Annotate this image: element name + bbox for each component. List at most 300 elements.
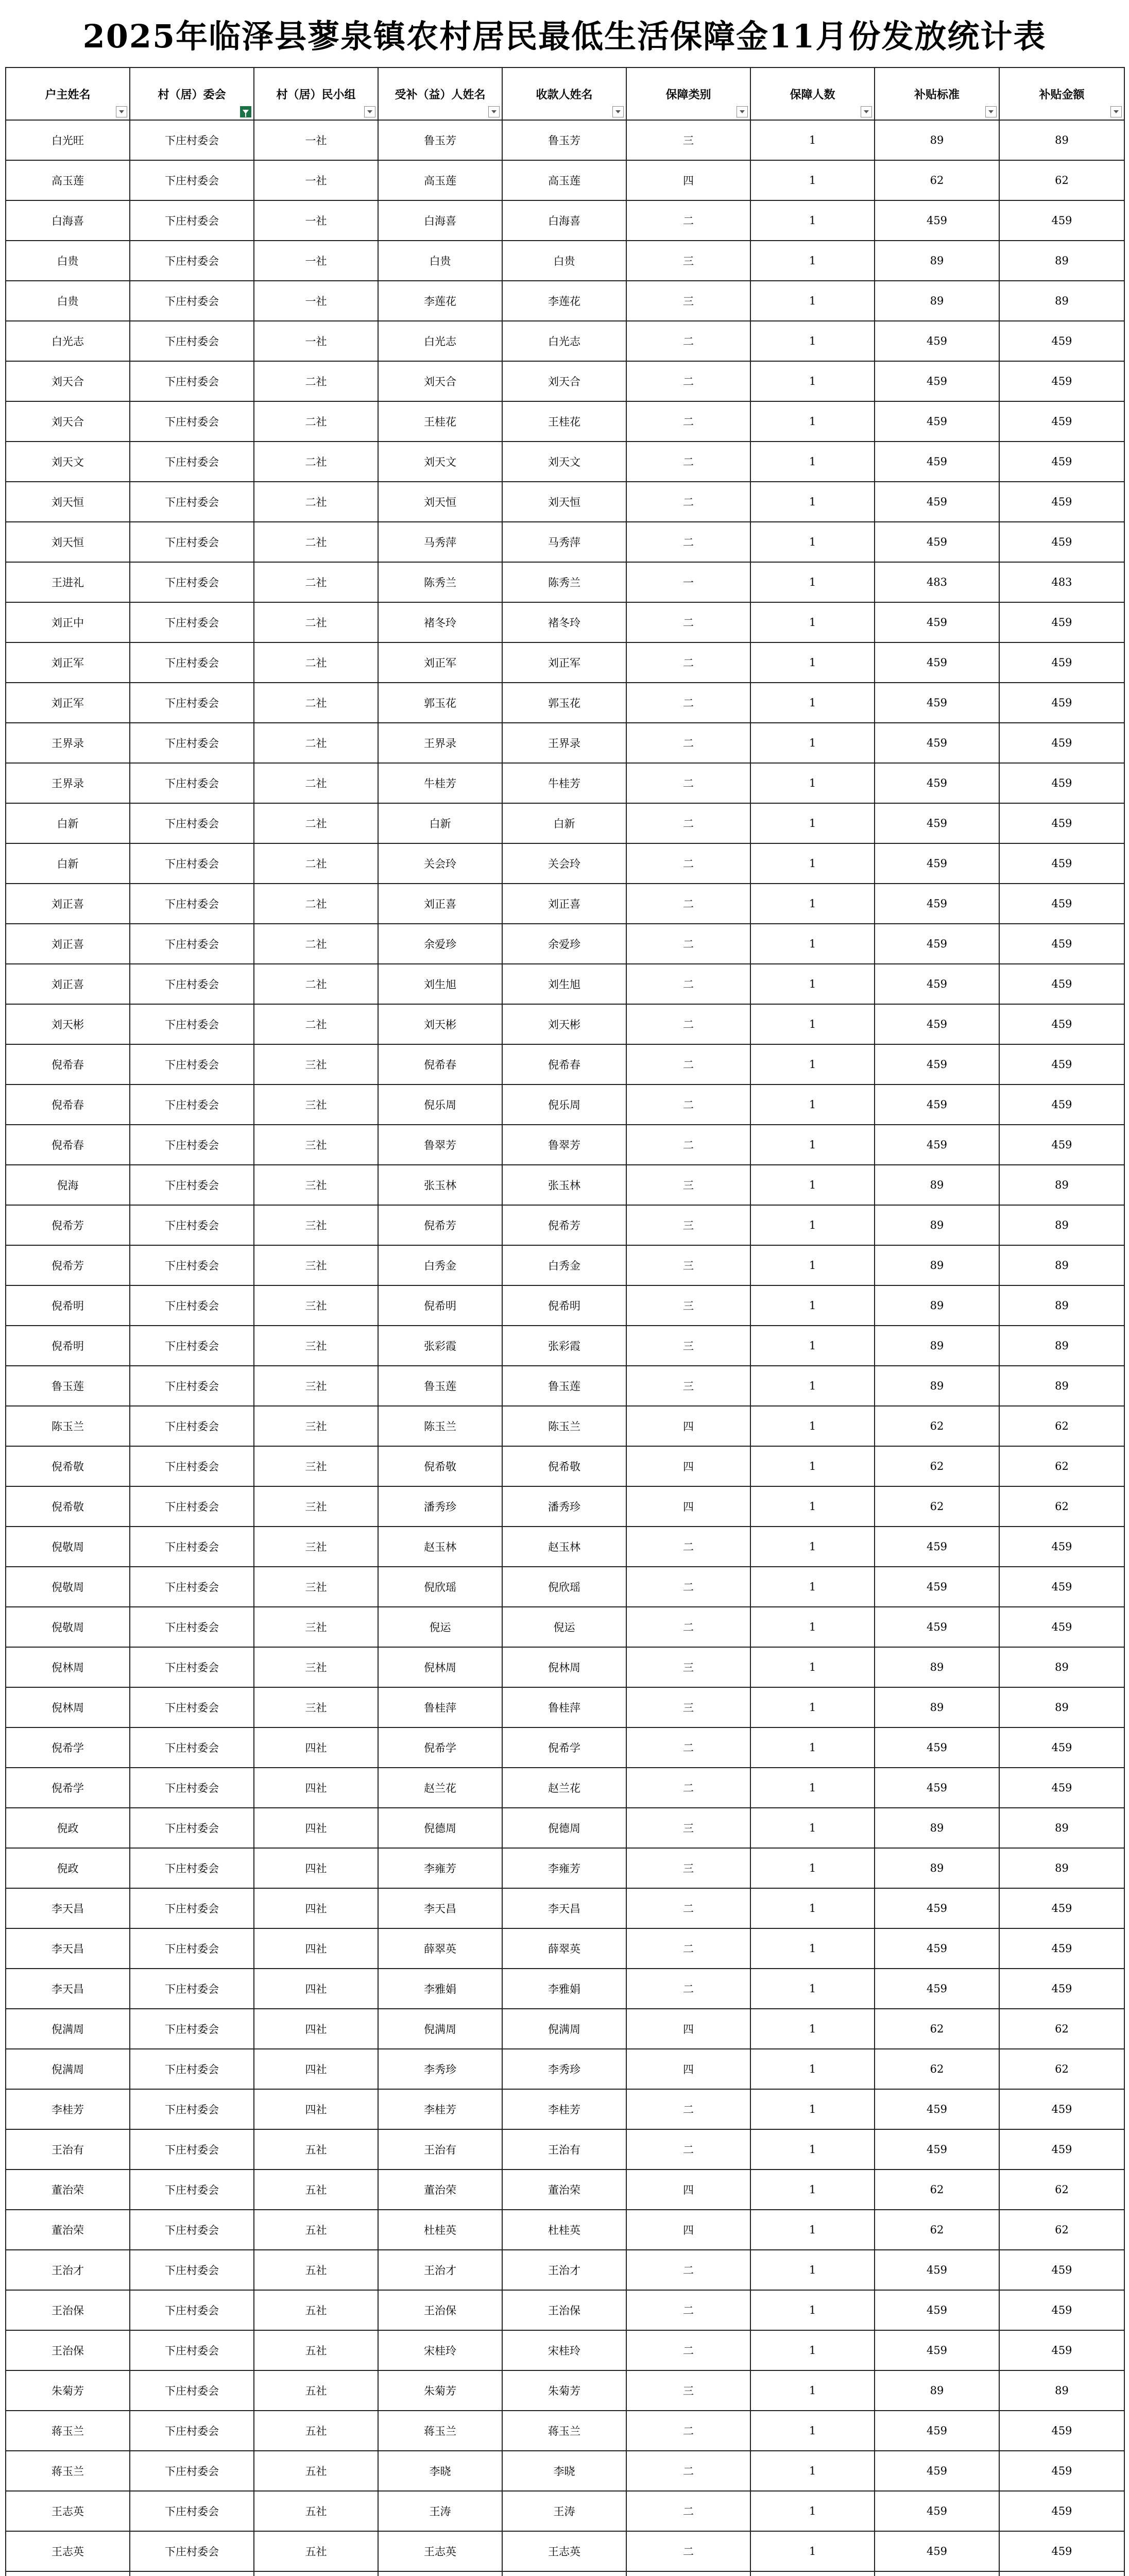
cell-group[interactable]: 二社 [254, 562, 378, 602]
cell-beneficiary[interactable]: 李雅娟 [378, 1969, 502, 2009]
cell-standard[interactable]: 459 [875, 482, 999, 522]
cell-amount[interactable]: 89 [999, 1848, 1124, 1888]
cell-head-of-household[interactable]: 刘正喜 [6, 884, 130, 924]
cell-count[interactable]: 1 [750, 160, 875, 200]
cell-standard[interactable]: 459 [875, 1527, 999, 1567]
cell-count[interactable]: 1 [750, 2411, 875, 2451]
cell-count[interactable]: 1 [750, 1808, 875, 1848]
cell-count[interactable]: 1 [750, 2009, 875, 2049]
cell-standard[interactable]: 459 [875, 2451, 999, 2491]
cell-amount[interactable]: 89 [999, 281, 1124, 321]
cell-category[interactable]: 三 [626, 1165, 750, 1205]
cell-category[interactable]: 四 [626, 1406, 750, 1446]
cell-count[interactable]: 1 [750, 1125, 875, 1165]
cell-amount[interactable]: 459 [999, 843, 1124, 884]
cell-count[interactable]: 1 [750, 2531, 875, 2571]
cell-amount[interactable]: 459 [999, 482, 1124, 522]
cell-payee[interactable]: 杜桂英 [502, 2210, 626, 2250]
cell-category[interactable] [626, 2571, 750, 2576]
cell-head-of-household[interactable]: 王治保 [6, 2330, 130, 2370]
cell-payee[interactable]: 王治有 [502, 2129, 626, 2170]
cell-payee[interactable]: 白贵 [502, 241, 626, 281]
cell-village-committee[interactable]: 下庄村委会 [130, 1888, 254, 1928]
cell-village-committee[interactable]: 下庄村委会 [130, 2210, 254, 2250]
cell-group[interactable]: 五社 [254, 2170, 378, 2210]
cell-group[interactable]: 三社 [254, 1125, 378, 1165]
cell-payee[interactable]: 倪希春 [502, 1044, 626, 1084]
cell-group[interactable]: 二社 [254, 723, 378, 763]
cell-village-committee[interactable]: 下庄村委会 [130, 482, 254, 522]
cell-head-of-household[interactable]: 李天昌 [6, 1928, 130, 1969]
cell-head-of-household[interactable]: 倪希春 [6, 1084, 130, 1125]
cell-count[interactable]: 1 [750, 1888, 875, 1928]
cell-standard[interactable]: 62 [875, 160, 999, 200]
cell-amount[interactable]: 459 [999, 1969, 1124, 2009]
cell-group[interactable]: 五社 [254, 2451, 378, 2491]
cell-amount[interactable]: 459 [999, 964, 1124, 1004]
cell-payee[interactable]: 李天昌 [502, 1888, 626, 1928]
cell-group[interactable]: 一社 [254, 120, 378, 160]
cell-amount[interactable]: 459 [999, 2250, 1124, 2290]
cell-village-committee[interactable]: 下庄村委会 [130, 160, 254, 200]
cell-group[interactable]: 三社 [254, 1326, 378, 1366]
cell-standard[interactable]: 459 [875, 1004, 999, 1044]
cell-beneficiary[interactable]: 薛翠英 [378, 1928, 502, 1969]
cell-payee[interactable]: 赵兰花 [502, 1768, 626, 1808]
cell-group[interactable]: 二社 [254, 361, 378, 401]
cell-category[interactable]: 二 [626, 1125, 750, 1165]
cell-count[interactable]: 1 [750, 723, 875, 763]
cell-payee[interactable]: 郭玉花 [502, 683, 626, 723]
cell-group[interactable]: 一社 [254, 281, 378, 321]
cell-village-committee[interactable]: 下庄村委会 [130, 843, 254, 884]
cell-count[interactable]: 1 [750, 2089, 875, 2129]
cell-village-committee[interactable]: 下庄村委会 [130, 1607, 254, 1647]
cell-beneficiary[interactable]: 王治有 [378, 2129, 502, 2170]
filter-dropdown-button[interactable] [116, 106, 127, 117]
cell-count[interactable]: 1 [750, 1245, 875, 1285]
cell-payee[interactable]: 鲁翠芳 [502, 1125, 626, 1165]
cell-village-committee[interactable]: 下庄村委会 [130, 361, 254, 401]
cell-category[interactable]: 三 [626, 1687, 750, 1727]
cell-beneficiary[interactable]: 倪希春 [378, 1044, 502, 1084]
cell-group[interactable]: 三社 [254, 1205, 378, 1245]
cell-amount[interactable]: 459 [999, 2451, 1124, 2491]
cell-category[interactable]: 二 [626, 1607, 750, 1647]
cell-beneficiary[interactable]: 王桂花 [378, 401, 502, 442]
cell-category[interactable]: 二 [626, 642, 750, 683]
cell-village-committee[interactable]: 下庄村委会 [130, 1486, 254, 1527]
cell-standard[interactable]: 459 [875, 723, 999, 763]
cell-payee[interactable]: 王桂花 [502, 401, 626, 442]
cell-head-of-household[interactable]: 倪满周 [6, 2049, 130, 2089]
cell-village-committee[interactable]: 下庄村委会 [130, 803, 254, 843]
cell-standard[interactable]: 459 [875, 924, 999, 964]
cell-payee[interactable]: 倪德周 [502, 1808, 626, 1848]
cell-count[interactable]: 1 [750, 1205, 875, 1245]
cell-amount[interactable]: 483 [999, 562, 1124, 602]
cell-group[interactable]: 一社 [254, 321, 378, 361]
cell-group[interactable]: 二社 [254, 683, 378, 723]
cell-count[interactable]: 1 [750, 2049, 875, 2089]
cell-category[interactable]: 二 [626, 723, 750, 763]
cell-amount[interactable]: 459 [999, 1768, 1124, 1808]
cell-amount[interactable]: 459 [999, 2129, 1124, 2170]
cell-category[interactable]: 二 [626, 2089, 750, 2129]
cell-payee[interactable]: 李莲花 [502, 281, 626, 321]
cell-count[interactable]: 1 [750, 1727, 875, 1768]
cell-village-committee[interactable]: 下庄村委会 [130, 723, 254, 763]
cell-payee[interactable]: 倪欣瑶 [502, 1567, 626, 1607]
cell-beneficiary[interactable]: 王志英 [378, 2531, 502, 2571]
cell-category[interactable]: 二 [626, 1044, 750, 1084]
cell-count[interactable]: 1 [750, 1084, 875, 1125]
cell-village-committee[interactable]: 下庄村委会 [130, 2250, 254, 2290]
cell-group[interactable]: 五社 [254, 2370, 378, 2411]
cell-head-of-household[interactable]: 蒋玉兰 [6, 2451, 130, 2491]
cell-beneficiary[interactable]: 倪希明 [378, 1285, 502, 1326]
cell-beneficiary[interactable]: 李天昌 [378, 1888, 502, 1928]
cell-category[interactable]: 二 [626, 2330, 750, 2370]
cell-head-of-household[interactable]: 白光志 [6, 321, 130, 361]
cell-head-of-household[interactable]: 王进礼 [6, 562, 130, 602]
cell-amount[interactable]: 62 [999, 160, 1124, 200]
filter-dropdown-button[interactable] [488, 106, 500, 117]
cell-payee[interactable]: 朱菊芳 [502, 2370, 626, 2411]
cell-payee[interactable]: 倪希学 [502, 1727, 626, 1768]
cell-head-of-household[interactable]: 王志英 [6, 2531, 130, 2571]
cell-group[interactable]: 四社 [254, 2049, 378, 2089]
cell-amount[interactable]: 459 [999, 1567, 1124, 1607]
cell-count[interactable]: 1 [750, 1687, 875, 1727]
cell-village-committee[interactable]: 下庄村委会 [130, 1406, 254, 1446]
filter-dropdown-button[interactable] [364, 106, 375, 117]
cell-standard[interactable]: 89 [875, 1326, 999, 1366]
cell-amount[interactable]: 459 [999, 1044, 1124, 1084]
cell-payee[interactable]: 倪林周 [502, 1647, 626, 1687]
cell-standard[interactable]: 89 [875, 1245, 999, 1285]
cell-count[interactable]: 1 [750, 1285, 875, 1326]
cell-head-of-household[interactable]: 王治有 [6, 2129, 130, 2170]
cell-amount[interactable]: 459 [999, 1004, 1124, 1044]
cell-category[interactable]: 二 [626, 2290, 750, 2330]
cell-standard[interactable]: 459 [875, 2250, 999, 2290]
cell-village-committee[interactable]: 下庄村委会 [130, 1527, 254, 1567]
cell-category[interactable]: 二 [626, 763, 750, 803]
cell-beneficiary[interactable]: 王治保 [378, 2290, 502, 2330]
cell-count[interactable]: 1 [750, 1004, 875, 1044]
cell-head-of-household[interactable]: 白新 [6, 803, 130, 843]
cell-payee[interactable]: 李雍芳 [502, 1848, 626, 1888]
cell-group[interactable]: 三社 [254, 1567, 378, 1607]
cell-count[interactable]: 1 [750, 843, 875, 884]
cell-head-of-household[interactable]: 倪满周 [6, 2009, 130, 2049]
cell-amount[interactable]: 62 [999, 2049, 1124, 2089]
cell-beneficiary[interactable]: 刘天彬 [378, 1004, 502, 1044]
cell-amount[interactable]: 459 [999, 1125, 1124, 1165]
cell-count[interactable]: 1 [750, 241, 875, 281]
cell-category[interactable]: 二 [626, 884, 750, 924]
cell-group[interactable]: 五社 [254, 2210, 378, 2250]
cell-standard[interactable]: 459 [875, 442, 999, 482]
cell-group[interactable]: 四社 [254, 1808, 378, 1848]
cell-village-committee[interactable]: 下庄村委会 [130, 2451, 254, 2491]
cell-group[interactable]: 二社 [254, 602, 378, 642]
cell-head-of-household[interactable]: 李天昌 [6, 1969, 130, 2009]
cell-beneficiary[interactable] [378, 2571, 502, 2576]
cell-payee[interactable]: 倪希敬 [502, 1446, 626, 1486]
cell-payee[interactable]: 王界录 [502, 723, 626, 763]
cell-standard[interactable]: 89 [875, 120, 999, 160]
cell-category[interactable]: 二 [626, 1527, 750, 1567]
cell-head-of-household[interactable]: 王界录 [6, 723, 130, 763]
cell-count[interactable]: 1 [750, 1969, 875, 2009]
cell-village-committee[interactable]: 下庄村委会 [130, 884, 254, 924]
cell-group[interactable]: 三社 [254, 1084, 378, 1125]
cell-group[interactable]: 二社 [254, 401, 378, 442]
cell-beneficiary[interactable]: 董治荣 [378, 2170, 502, 2210]
cell-group[interactable]: 五社 [254, 2250, 378, 2290]
cell-group[interactable]: 二社 [254, 763, 378, 803]
cell-head-of-household[interactable]: 倪希学 [6, 1727, 130, 1768]
cell-beneficiary[interactable]: 陈玉兰 [378, 1406, 502, 1446]
cell-head-of-household[interactable]: 倪政 [6, 1848, 130, 1888]
cell-category[interactable]: 四 [626, 1446, 750, 1486]
cell-beneficiary[interactable]: 白贵 [378, 241, 502, 281]
cell-group[interactable]: 二社 [254, 843, 378, 884]
cell-standard[interactable]: 89 [875, 1205, 999, 1245]
cell-village-committee[interactable]: 下庄村委会 [130, 2531, 254, 2571]
cell-count[interactable]: 1 [750, 1366, 875, 1406]
filter-dropdown-button[interactable] [612, 106, 624, 117]
cell-head-of-household[interactable]: 倪希敬 [6, 1486, 130, 1527]
cell-category[interactable]: 三 [626, 1848, 750, 1888]
cell-village-committee[interactable]: 下庄村委会 [130, 401, 254, 442]
cell-count[interactable]: 1 [750, 1044, 875, 1084]
cell-amount[interactable]: 62 [999, 2009, 1124, 2049]
cell-village-committee[interactable]: 下庄村委会 [130, 2170, 254, 2210]
cell-village-committee[interactable]: 下庄村委会 [130, 2290, 254, 2330]
cell-head-of-household[interactable]: 刘天文 [6, 442, 130, 482]
cell-category[interactable]: 三 [626, 1647, 750, 1687]
cell-standard[interactable]: 459 [875, 1125, 999, 1165]
cell-group[interactable]: 二社 [254, 1004, 378, 1044]
cell-beneficiary[interactable]: 杜桂英 [378, 2210, 502, 2250]
cell-head-of-household[interactable]: 倪希明 [6, 1285, 130, 1326]
cell-standard[interactable]: 89 [875, 1285, 999, 1326]
cell-count[interactable]: 1 [750, 602, 875, 642]
cell-standard[interactable]: 89 [875, 1808, 999, 1848]
cell-group[interactable]: 四社 [254, 2089, 378, 2129]
cell-head-of-household[interactable]: 李天昌 [6, 1888, 130, 1928]
cell-head-of-household[interactable]: 刘正中 [6, 602, 130, 642]
cell-beneficiary[interactable]: 鲁桂萍 [378, 1687, 502, 1727]
filter-dropdown-button[interactable] [985, 106, 997, 117]
cell-beneficiary[interactable]: 鲁翠芳 [378, 1125, 502, 1165]
cell-standard[interactable]: 459 [875, 2290, 999, 2330]
cell-amount[interactable]: 89 [999, 1326, 1124, 1366]
cell-amount[interactable]: 459 [999, 2089, 1124, 2129]
cell-village-committee[interactable]: 下庄村委会 [130, 1647, 254, 1687]
cell-payee[interactable]: 刘天合 [502, 361, 626, 401]
cell-village-committee[interactable]: 下庄村委会 [130, 1165, 254, 1205]
cell-amount[interactable]: 459 [999, 2330, 1124, 2370]
cell-beneficiary[interactable]: 王治才 [378, 2250, 502, 2290]
cell-group[interactable]: 四社 [254, 2009, 378, 2049]
cell-payee[interactable]: 李晓 [502, 2451, 626, 2491]
cell-payee[interactable]: 白新 [502, 803, 626, 843]
cell-beneficiary[interactable]: 李雍芳 [378, 1848, 502, 1888]
cell-count[interactable]: 1 [750, 522, 875, 562]
cell-village-committee[interactable]: 下庄村委会 [130, 2491, 254, 2531]
cell-category[interactable]: 二 [626, 2491, 750, 2531]
cell-beneficiary[interactable]: 白海喜 [378, 200, 502, 241]
cell-village-committee[interactable]: 下庄村委会 [130, 1285, 254, 1326]
cell-category[interactable]: 三 [626, 1205, 750, 1245]
cell-payee[interactable]: 蒋玉兰 [502, 2411, 626, 2451]
cell-amount[interactable]: 459 [999, 2290, 1124, 2330]
cell-amount[interactable] [999, 2571, 1124, 2576]
cell-amount[interactable]: 459 [999, 321, 1124, 361]
cell-payee[interactable]: 张彩霞 [502, 1326, 626, 1366]
cell-group[interactable]: 二社 [254, 482, 378, 522]
cell-count[interactable]: 1 [750, 2370, 875, 2411]
cell-amount[interactable]: 459 [999, 642, 1124, 683]
cell-count[interactable]: 1 [750, 2290, 875, 2330]
cell-standard[interactable]: 62 [875, 1486, 999, 1527]
cell-beneficiary[interactable]: 高玉莲 [378, 160, 502, 200]
cell-payee[interactable]: 陈秀兰 [502, 562, 626, 602]
cell-category[interactable]: 三 [626, 1245, 750, 1285]
cell-head-of-household[interactable]: 倪林周 [6, 1647, 130, 1687]
cell-standard[interactable]: 459 [875, 401, 999, 442]
cell-group[interactable]: 一社 [254, 241, 378, 281]
cell-group[interactable]: 三社 [254, 1647, 378, 1687]
cell-payee[interactable]: 白秀金 [502, 1245, 626, 1285]
cell-group[interactable]: 三社 [254, 1044, 378, 1084]
cell-village-committee[interactable]: 下庄村委会 [130, 200, 254, 241]
cell-category[interactable]: 三 [626, 1366, 750, 1406]
cell-category[interactable]: 二 [626, 1969, 750, 2009]
cell-amount[interactable]: 89 [999, 120, 1124, 160]
cell-head-of-household[interactable]: 刘天恒 [6, 482, 130, 522]
cell-beneficiary[interactable]: 宋桂玲 [378, 2330, 502, 2370]
cell-amount[interactable]: 89 [999, 1205, 1124, 1245]
cell-count[interactable]: 1 [750, 642, 875, 683]
cell-amount[interactable]: 89 [999, 1285, 1124, 1326]
cell-standard[interactable]: 459 [875, 2531, 999, 2571]
cell-count[interactable]: 1 [750, 200, 875, 241]
cell-group[interactable]: 一社 [254, 160, 378, 200]
cell-village-committee[interactable]: 下庄村委会 [130, 2129, 254, 2170]
cell-count[interactable]: 1 [750, 1406, 875, 1446]
cell-group[interactable]: 四社 [254, 1969, 378, 2009]
cell-category[interactable]: 二 [626, 321, 750, 361]
cell-amount[interactable]: 459 [999, 884, 1124, 924]
cell-group[interactable]: 五社 [254, 2290, 378, 2330]
cell-head-of-household[interactable]: 刘天合 [6, 401, 130, 442]
cell-village-committee[interactable]: 下庄村委会 [130, 683, 254, 723]
cell-head-of-household[interactable]: 蒋玉兰 [6, 2411, 130, 2451]
filter-dropdown-button[interactable] [737, 106, 748, 117]
cell-standard[interactable]: 89 [875, 1366, 999, 1406]
cell-beneficiary[interactable]: 倪希学 [378, 1727, 502, 1768]
cell-village-committee[interactable]: 下庄村委会 [130, 1446, 254, 1486]
cell-village-committee[interactable]: 下庄村委会 [130, 2049, 254, 2089]
cell-group[interactable]: 四社 [254, 1848, 378, 1888]
cell-head-of-household[interactable]: 白光旺 [6, 120, 130, 160]
cell-payee[interactable]: 刘天恒 [502, 482, 626, 522]
cell-beneficiary[interactable]: 李晓 [378, 2451, 502, 2491]
cell-category[interactable]: 二 [626, 2411, 750, 2451]
cell-beneficiary[interactable]: 鲁玉芳 [378, 120, 502, 160]
cell-count[interactable] [750, 2571, 875, 2576]
filter-active-button[interactable] [240, 106, 251, 117]
cell-group[interactable]: 三社 [254, 1366, 378, 1406]
cell-payee[interactable]: 宋桂玲 [502, 2330, 626, 2370]
cell-head-of-household[interactable]: 倪希学 [6, 1768, 130, 1808]
cell-category[interactable]: 二 [626, 1567, 750, 1607]
cell-village-committee[interactable]: 下庄村委会 [130, 1326, 254, 1366]
cell-head-of-household[interactable]: 倪敬周 [6, 1567, 130, 1607]
cell-standard[interactable]: 459 [875, 1969, 999, 2009]
cell-count[interactable]: 1 [750, 2210, 875, 2250]
cell-group[interactable]: 五社 [254, 2411, 378, 2451]
cell-standard[interactable]: 459 [875, 2330, 999, 2370]
cell-category[interactable]: 三 [626, 1808, 750, 1848]
cell-head-of-household[interactable]: 刘天彬 [6, 1004, 130, 1044]
cell-category[interactable]: 二 [626, 442, 750, 482]
cell-payee[interactable]: 马秀萍 [502, 522, 626, 562]
cell-village-committee[interactable]: 下庄村委会 [130, 562, 254, 602]
cell-group[interactable]: 四社 [254, 1888, 378, 1928]
cell-village-committee[interactable]: 下庄村委会 [130, 924, 254, 964]
cell-group[interactable]: 二社 [254, 803, 378, 843]
cell-count[interactable]: 1 [750, 442, 875, 482]
cell-amount[interactable]: 89 [999, 1245, 1124, 1285]
cell-category[interactable]: 二 [626, 2129, 750, 2170]
cell-village-committee[interactable]: 下庄村委会 [130, 2370, 254, 2411]
cell-standard[interactable]: 459 [875, 321, 999, 361]
cell-category[interactable]: 二 [626, 401, 750, 442]
cell-head-of-household[interactable]: 白海喜 [6, 200, 130, 241]
cell-category[interactable]: 二 [626, 1084, 750, 1125]
cell-amount[interactable]: 89 [999, 1165, 1124, 1205]
cell-beneficiary[interactable]: 倪德周 [378, 1808, 502, 1848]
cell-category[interactable]: 二 [626, 1768, 750, 1808]
cell-count[interactable]: 1 [750, 2330, 875, 2370]
cell-beneficiary[interactable]: 张彩霞 [378, 1326, 502, 1366]
cell-village-committee[interactable]: 下庄村委会 [130, 522, 254, 562]
cell-village-committee[interactable]: 下庄村委会 [130, 602, 254, 642]
cell-amount[interactable]: 89 [999, 241, 1124, 281]
cell-head-of-household[interactable]: 陈玉兰 [6, 1406, 130, 1446]
cell-amount[interactable]: 459 [999, 2531, 1124, 2571]
cell-payee[interactable] [502, 2571, 626, 2576]
cell-group[interactable]: 二社 [254, 884, 378, 924]
cell-payee[interactable]: 牛桂芳 [502, 763, 626, 803]
cell-category[interactable]: 四 [626, 160, 750, 200]
cell-amount[interactable]: 459 [999, 683, 1124, 723]
cell-payee[interactable]: 鲁玉莲 [502, 1366, 626, 1406]
cell-head-of-household[interactable]: 王治保 [6, 2290, 130, 2330]
cell-payee[interactable]: 薛翠英 [502, 1928, 626, 1969]
cell-count[interactable]: 1 [750, 321, 875, 361]
cell-village-committee[interactable]: 下庄村委会 [130, 1848, 254, 1888]
cell-standard[interactable]: 459 [875, 884, 999, 924]
cell-group[interactable]: 二社 [254, 964, 378, 1004]
cell-count[interactable]: 1 [750, 1848, 875, 1888]
